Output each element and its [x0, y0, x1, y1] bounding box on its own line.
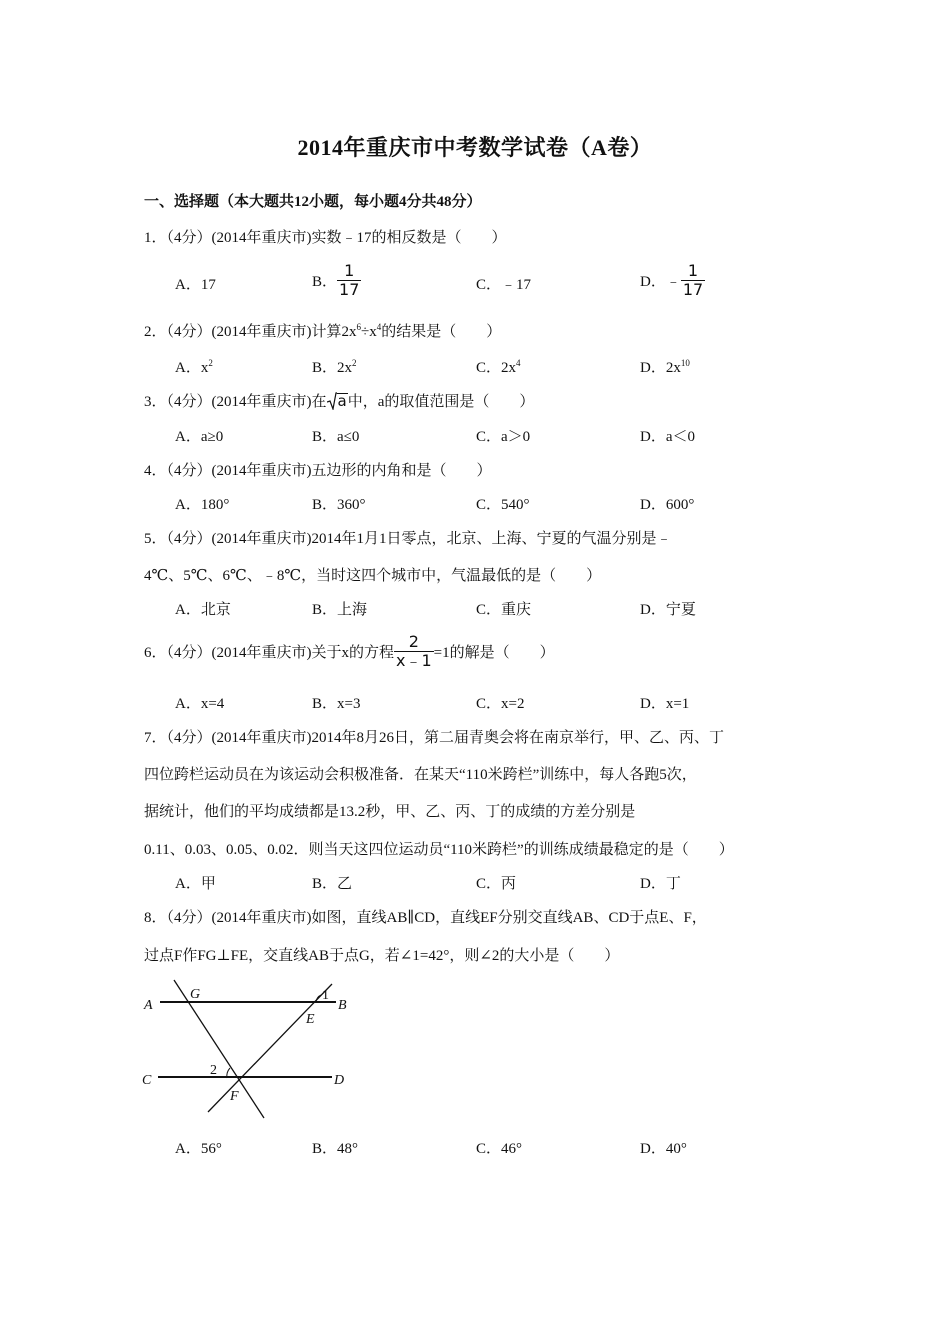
- q2-stem-part: ÷x: [361, 324, 377, 340]
- q5-option-c: C．重庆: [476, 602, 532, 618]
- q8-option-c: C．46°: [476, 1141, 523, 1157]
- question-5-stem-line1: 5．（4分）(2014年重庆市)2014年1月1日零点，北京、上海、宁夏的气温分别是﹣: [144, 531, 672, 547]
- q7-option-b: B．乙: [312, 876, 353, 892]
- label-d: D: [334, 1073, 345, 1088]
- q4-option-b: B．360°: [312, 497, 366, 513]
- q8-option-d: D．40°: [640, 1141, 687, 1157]
- q8-option-a: A．56°: [175, 1141, 222, 1157]
- question-8-stem-line2: 过点F作FG⊥FE，交直线AB于点G，若∠1=42°，则∠2的大小是（ ）: [144, 948, 620, 964]
- label-angle-2: 2: [210, 1063, 217, 1078]
- q1-option-b-fraction: [337, 262, 361, 299]
- q1-option-d-label: D．﹣: [640, 274, 681, 290]
- exponent: 2: [208, 358, 213, 368]
- exponent: 4: [516, 358, 521, 368]
- q3-stem-part: 中，a的取值范围是（ ）: [347, 394, 535, 410]
- option-text: D．2x: [640, 360, 681, 376]
- option-text: A．x: [175, 360, 209, 376]
- question-3-stem: [144, 390, 534, 411]
- q2-option-a: [175, 356, 213, 377]
- label-g: G: [190, 987, 201, 1002]
- q2-option-d: [640, 356, 690, 377]
- label-f: F: [230, 1089, 239, 1104]
- question-6-stem: [144, 633, 555, 670]
- q7-option-a: A．甲: [175, 876, 216, 892]
- q6-equation-fraction: [394, 633, 434, 670]
- q1-option-b-label: B．: [312, 274, 338, 290]
- q6-stem-part: =1的解是（ ）: [433, 645, 555, 661]
- q3-option-d: D．a＜0: [640, 429, 695, 445]
- fraction-denominator: x﹣1: [396, 651, 432, 670]
- q5-option-a: A．北京: [175, 602, 231, 618]
- line-fg: [174, 980, 264, 1118]
- fraction-denominator: 17: [339, 280, 360, 299]
- q1-option-c: C．﹣17: [476, 277, 532, 293]
- exponent: 4: [376, 322, 382, 332]
- q1-option-d-fraction: [681, 262, 705, 299]
- q6-option-a: A．x=4: [175, 696, 225, 712]
- q6-stem-part: 6．（4分）(2014年重庆市)关于x的方程: [144, 645, 394, 661]
- q5-option-b: B．上海: [312, 602, 368, 618]
- label-b: B: [338, 998, 347, 1013]
- radical-sign-icon: [327, 392, 337, 410]
- q1-option-b: [312, 262, 361, 299]
- q3-option-a: A．a≥0: [175, 429, 224, 445]
- question-4-stem: 4．（4分）(2014年重庆市)五边形的内角和是（ ）: [144, 463, 492, 479]
- radicand: a: [337, 392, 347, 410]
- fraction-numerator: 1: [344, 261, 355, 280]
- q4-option-a: A．180°: [175, 497, 230, 513]
- q8-option-b: B．48°: [312, 1141, 359, 1157]
- fraction-denominator: 17: [682, 280, 704, 299]
- q6-option-b: B．x=3: [312, 696, 361, 712]
- label-e: E: [306, 1012, 315, 1027]
- q1-option-a: A．17: [175, 277, 216, 293]
- q4-option-c: C．540°: [476, 497, 530, 513]
- q2-stem-part: 的结果是（ ）: [381, 324, 502, 340]
- square-root: [327, 392, 348, 410]
- question-7-stem-line4: 0.11、0.03、0.05、0.02．则当天这四位运动员“110米跨栏”的训练成绩最稳定的是（ ）: [144, 842, 734, 858]
- q3-stem-part: 3．（4分）(2014年重庆市)在: [144, 394, 327, 410]
- question-7-stem-line2: 四位跨栏运动员在为该运动会积极准备．在某天“110米跨栏”训练中，每人各跑5次，: [144, 767, 697, 783]
- q6-option-d: D．x=1: [640, 696, 690, 712]
- question-7-stem-line1: 7．（4分）(2014年重庆市)2014年8月26日，第二届青奥会将在南京举行，甲、乙、丙、丁: [144, 730, 724, 746]
- section-heading: 一、选择题（本大题共12小题，每小题4分共48分）: [144, 194, 482, 210]
- option-text: C．2x: [476, 360, 517, 376]
- fraction-numerator: 2: [408, 632, 419, 651]
- option-text: B．2x: [312, 360, 353, 376]
- exponent: 2: [352, 358, 357, 368]
- q8-geometry-figure: [140, 978, 355, 1123]
- question-1-stem: 1．（4分）(2014年重庆市)实数﹣17的相反数是（ ）: [144, 230, 507, 246]
- question-8-stem-line1: 8．（4分）(2014年重庆市)如图，直线AB∥CD，直线EF分别交直线AB、CD于点E、F，: [144, 910, 707, 926]
- q4-option-d: D．600°: [640, 497, 695, 513]
- q3-option-c: C．a＞0: [476, 429, 531, 445]
- exponent: 6: [356, 322, 361, 332]
- question-5-stem-line2: 4℃、5℃、6℃、﹣8℃，当时这四个城市中，气温最低的是（ ）: [144, 568, 602, 584]
- fraction-numerator: 1: [687, 261, 699, 280]
- label-a: A: [144, 998, 153, 1013]
- q7-option-c: C．丙: [476, 876, 517, 892]
- q2-option-c: [476, 356, 521, 377]
- q2-stem-part: 2．（4分）(2014年重庆市)计算2x: [144, 324, 357, 340]
- q7-option-d: D．丁: [640, 876, 681, 892]
- q2-option-b: [312, 356, 357, 377]
- q6-option-c: C．x=2: [476, 696, 525, 712]
- q3-option-b: B．a≤0: [312, 429, 360, 445]
- question-7-stem-line3: 据统计，他们的平均成绩都是13.2秒，甲、乙、丙、丁的成绩的方差分别是: [144, 804, 636, 820]
- label-c: C: [142, 1073, 152, 1088]
- q5-option-d: D．宁夏: [640, 602, 696, 618]
- exponent: 10: [680, 358, 690, 368]
- question-2-stem: [144, 320, 501, 341]
- q1-option-d: [640, 262, 705, 299]
- line-ef: [208, 984, 332, 1112]
- page-title: 2014年重庆市中考数学试卷（A卷）: [297, 135, 653, 160]
- label-angle-1: 1: [322, 988, 329, 1003]
